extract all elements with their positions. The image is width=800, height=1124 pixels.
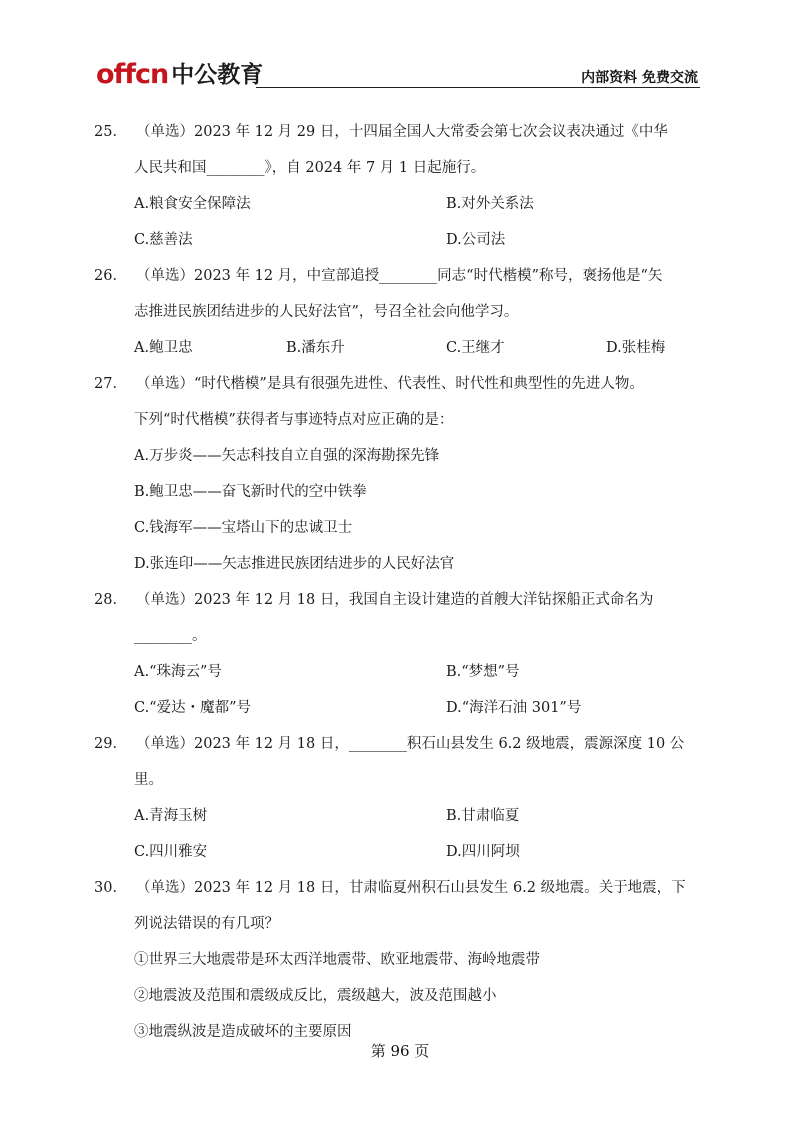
option-a: A.粮食安全保障法 xyxy=(134,196,251,212)
option-b: B.“梦想”号 xyxy=(446,664,520,680)
option-c: C.慈善法 xyxy=(134,232,193,248)
question-text-line: 下列“时代楷模”获得者与事迹特点对应正确的是： xyxy=(134,412,454,428)
page-number: 第 96 页 xyxy=(370,1042,430,1060)
question-number: 30． xyxy=(94,880,127,896)
option-d: D.张桂梅 xyxy=(606,340,666,356)
header-divider xyxy=(256,87,700,88)
question-number: 27． xyxy=(94,376,127,392)
question-25 xyxy=(94,114,714,258)
option-a: A.鲍卫忠 xyxy=(134,340,193,356)
question-text-line: 里。 xyxy=(134,772,163,788)
question-26 xyxy=(94,258,714,366)
question-text-line: 志推进民族团结进步的人民好法官”，号召全社会向他学习。 xyxy=(134,304,519,320)
question-text-line: 列说法错误的有几项？ xyxy=(134,916,279,932)
option-c: C.“爱达・魔都”号 xyxy=(134,700,252,716)
option-c: C.钱海军——宝塔山下的忠诚卫士 xyxy=(134,520,353,536)
option-d: D.张连印——矢志推进民族团结进步的人民好法官 xyxy=(134,556,455,572)
question-30 xyxy=(94,870,714,1050)
option-c: C.四川雅安 xyxy=(134,844,208,860)
option-d: D.公司法 xyxy=(446,232,506,248)
question-text-line: （单选）2023 年 12 月 18 日，我国自主设计建造的首艘大洋钻探船正式命名为 xyxy=(136,592,654,608)
option-c: C.王继才 xyxy=(446,340,505,356)
logo-chinese-text: 中公教育 xyxy=(171,62,264,88)
option-d: D.“海洋石油 301”号 xyxy=(446,700,582,716)
question-text-line: （单选）2023 年 12 月 29 日，十四届全国人大常委会第七次会议表决通过《中华 xyxy=(136,124,668,140)
question-text-line: （单选）2023 年 12 月，中宣部追授________同志“时代楷模”称号，褒扬他是“矢 xyxy=(136,268,663,284)
question-list xyxy=(94,114,714,1050)
option-a: A.“珠海云”号 xyxy=(134,664,222,680)
question-text-line: （单选）2023 年 12 月 18 日，________积石山县发生 6.2 级地震，震源深度 10 公 xyxy=(136,736,685,752)
question-number: 26． xyxy=(94,268,127,284)
option-b: B.潘东升 xyxy=(286,340,345,356)
option-b: B.鲍卫忠——奋飞新时代的空中铁拳 xyxy=(134,484,367,500)
statement-2: ②地震波及范围和震级成反比，震级越大，波及范围越小 xyxy=(134,988,497,1004)
option-a: A.万步炎——矢志科技自立自强的深海勘探先锋 xyxy=(134,448,440,464)
question-number: 28． xyxy=(94,592,127,608)
statement-3: ③地震纵波是造成破坏的主要原因 xyxy=(134,1024,352,1040)
question-number: 29． xyxy=(94,736,127,752)
option-d: D.四川阿坝 xyxy=(446,844,520,860)
offcn-logo xyxy=(96,58,263,90)
logo-latin-text: offcn xyxy=(96,59,169,90)
question-text-line: （单选）2023 年 12 月 18 日，甘肃临夏州积石山县发生 6.2 级地震。关于地震，下 xyxy=(136,880,686,896)
question-text-line: ________。 xyxy=(134,628,207,644)
question-number: 25． xyxy=(94,124,127,140)
question-27 xyxy=(94,366,714,582)
statement-1: ①世界三大地震带是环太西洋地震带、欧亚地震带、海岭地震带 xyxy=(134,952,540,968)
question-28 xyxy=(94,582,714,726)
question-text-line: （单选）“时代楷模”是具有很强先进性、代表性、时代性和典型性的先进人物。 xyxy=(136,376,644,392)
option-b: B.对外关系法 xyxy=(446,196,534,212)
question-29 xyxy=(94,726,714,870)
header-note: 内部资料 免费交流 xyxy=(581,70,698,86)
option-a: A.青海玉树 xyxy=(134,808,208,824)
page-header xyxy=(96,58,700,90)
question-text-line: 人民共和国________》，自 2024 年 7 月 1 日起施行。 xyxy=(134,160,486,176)
option-b: B.甘肃临夏 xyxy=(446,808,520,824)
